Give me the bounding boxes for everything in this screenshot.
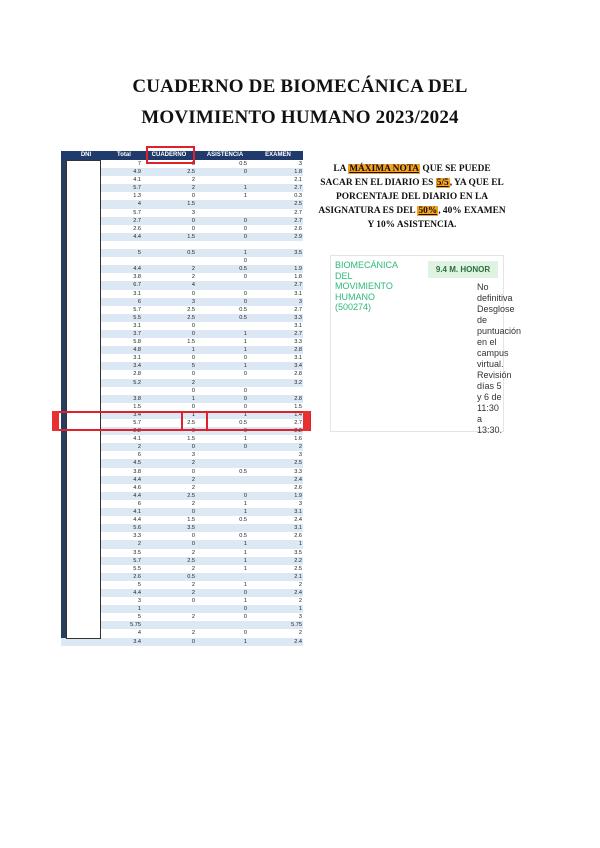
table-cell: 1 bbox=[243, 541, 247, 548]
table-cell: 2.5 bbox=[187, 420, 195, 426]
table-cell: 2 bbox=[137, 541, 141, 548]
table-cell: 0 bbox=[243, 630, 247, 637]
grade-badge: 9.4 M. HONOR bbox=[428, 261, 498, 278]
table-cell: 1.4 bbox=[294, 411, 302, 418]
table-cell: 0 bbox=[243, 589, 247, 596]
table-cell: 0 bbox=[191, 403, 195, 410]
table-cell: 2 bbox=[191, 379, 195, 386]
table-cell: 0.5 bbox=[239, 533, 247, 540]
table-cell: 2 bbox=[298, 630, 302, 637]
table-cell: 0.5 bbox=[239, 266, 247, 273]
table-cell: 2 bbox=[191, 460, 195, 467]
table-cell: 5 bbox=[137, 250, 141, 257]
table-cell: 3.1 bbox=[294, 322, 302, 329]
table-cell: 3.4 bbox=[294, 363, 302, 370]
table-cell: 3.3 bbox=[294, 339, 302, 346]
table-cell: 3.5 bbox=[294, 549, 302, 556]
table-cell: 1 bbox=[243, 436, 247, 443]
table-cell: 0 bbox=[191, 355, 195, 362]
table-cell: 0 bbox=[243, 387, 247, 394]
table-cell: 6.7 bbox=[133, 282, 141, 289]
table-cell: 3 bbox=[191, 298, 195, 305]
table-cell: 2.7 bbox=[294, 185, 302, 192]
table-cell: 3.1 bbox=[133, 322, 141, 329]
table-cell: 3.3 bbox=[133, 533, 141, 540]
table-cell: 4.4 bbox=[133, 492, 141, 499]
table-cell: 1 bbox=[298, 606, 302, 613]
table-cell: 0.5 bbox=[239, 517, 247, 524]
table-cell: 2 bbox=[191, 589, 195, 596]
table-cell: 4 bbox=[191, 282, 195, 289]
cuaderno-header-highlight bbox=[146, 146, 195, 164]
table-cell: 4 bbox=[137, 201, 141, 208]
document-title-line1: CUADERNO DE BIOMECÁNICA DEL bbox=[132, 76, 468, 97]
table-cell: 2.2 bbox=[294, 557, 302, 564]
table-cell: 0 bbox=[191, 468, 195, 475]
table-cell: 4.1 bbox=[133, 509, 141, 516]
table-cell: 2 bbox=[298, 444, 302, 451]
table-cell: 5.7 bbox=[133, 306, 141, 313]
table-cell: 2.9 bbox=[294, 233, 302, 240]
table-cell: 5.2 bbox=[133, 379, 141, 386]
table-cell: 1.6 bbox=[294, 436, 302, 443]
table-cell: 2.4 bbox=[294, 517, 302, 524]
table-cell: 2 bbox=[191, 500, 195, 507]
note-text-2: QUE SE PUEDE SACAR EN EL DIARIO ES bbox=[320, 164, 491, 188]
table-cell: 0 bbox=[191, 444, 195, 451]
table-cell: 1 bbox=[243, 565, 247, 572]
table-cell: 0 bbox=[243, 233, 247, 240]
table-cell: 2.8 bbox=[294, 395, 302, 402]
table-cell: 6 bbox=[137, 298, 141, 305]
table-cell: 1.5 bbox=[133, 403, 141, 410]
table-cell: 0 bbox=[243, 428, 247, 435]
table-cell: 4.8 bbox=[133, 347, 141, 354]
table-cell: 0 bbox=[191, 387, 195, 394]
table-cell: 5.7 bbox=[133, 209, 141, 216]
table-cell: 4.1 bbox=[133, 436, 141, 443]
table-cell: 5.8 bbox=[133, 339, 141, 346]
table-cell: 1 bbox=[243, 250, 247, 257]
table-cell: 2.4 bbox=[294, 589, 302, 596]
table-cell: 0 bbox=[243, 274, 247, 281]
table-cell: 2.5 bbox=[294, 201, 302, 208]
table-cell: 1.8 bbox=[294, 274, 302, 281]
table-cell: 2 bbox=[191, 484, 195, 491]
table-cell: 0 bbox=[191, 217, 195, 224]
table-cell: 0 bbox=[243, 492, 247, 499]
table-cell: 2 bbox=[191, 274, 195, 281]
table-cell: 0 bbox=[243, 395, 247, 402]
table-cell: 1 bbox=[243, 557, 247, 564]
table-cell: 5 bbox=[191, 363, 195, 370]
table-cell: 0 bbox=[243, 444, 247, 451]
table-cell: 2.2 bbox=[133, 428, 141, 435]
table-cell: 3.2 bbox=[294, 379, 302, 386]
table-cell: 7 bbox=[137, 161, 141, 167]
table-cell: 5.75 bbox=[291, 622, 302, 629]
table-cell: 4.5 bbox=[133, 460, 141, 467]
table-cell: 5.75 bbox=[130, 622, 141, 629]
table-cell: 2 bbox=[191, 266, 195, 273]
table-cell: 0 bbox=[191, 322, 195, 329]
table-cell: 4.4 bbox=[133, 476, 141, 483]
header-total: Total bbox=[117, 152, 131, 158]
table-cell: 0 bbox=[191, 330, 195, 337]
table-cell: 3.4 bbox=[133, 363, 141, 370]
table-cell: 2.4 bbox=[294, 476, 302, 483]
table-cell: 0 bbox=[243, 355, 247, 362]
table-cell: 3.4 bbox=[133, 411, 141, 418]
grade-description: No definitiva Desglose de puntuación en el campus virtual. Revisión días 5 y 6 de 11:30 a 13:30. bbox=[477, 282, 522, 435]
table-cell: 0.5 bbox=[239, 314, 247, 321]
table-cell: 3 bbox=[298, 614, 302, 621]
note-five-highlight: 5/5 bbox=[436, 178, 449, 188]
table-cell: 0 bbox=[191, 509, 195, 516]
table-cell: 2.8 bbox=[294, 347, 302, 354]
table-cell: 2.7 bbox=[294, 209, 302, 216]
table-cell: 1 bbox=[191, 411, 195, 418]
table-cell: 2.6 bbox=[294, 225, 302, 232]
table-cell: 0 bbox=[191, 225, 195, 232]
table-cell: 1 bbox=[191, 395, 195, 402]
table-cell: 4.4 bbox=[133, 517, 141, 524]
table-cell: 3.3 bbox=[294, 468, 302, 475]
table-cell: 2 bbox=[191, 614, 195, 621]
table-cell: 0.5 bbox=[239, 420, 247, 426]
table-cell: 0 bbox=[243, 217, 247, 224]
table-cell: 2.7 bbox=[294, 330, 302, 337]
table-cell: 2 bbox=[191, 549, 195, 556]
table-cell: 2 bbox=[191, 476, 195, 483]
table-cell: 5 bbox=[191, 161, 195, 167]
table-cell: 2.7 bbox=[294, 282, 302, 289]
table-cell: 1 bbox=[243, 185, 247, 192]
table-cell: 5.7 bbox=[133, 185, 141, 192]
table-cell: 6 bbox=[137, 500, 141, 507]
table-cell: 3.4 bbox=[133, 638, 141, 645]
table-cell: 1 bbox=[243, 330, 247, 337]
table-cell: 3 bbox=[298, 500, 302, 507]
table-cell: 5.5 bbox=[133, 314, 141, 321]
table-cell: 1 bbox=[243, 193, 247, 200]
table-cell: 4 bbox=[137, 630, 141, 637]
note-text-3: , YA QUE EL PORCENTAJE DEL DIARIO EN LA ASIGNATURA ES DEL bbox=[318, 178, 504, 216]
header-examen: EXAMEN bbox=[265, 152, 291, 158]
table-cell: 0.5 bbox=[239, 306, 247, 313]
table-cell: 3 bbox=[298, 452, 302, 459]
table-cell: 2.5 bbox=[187, 314, 195, 321]
table-cell: 1 bbox=[243, 363, 247, 370]
table-cell: 0 bbox=[191, 598, 195, 605]
table-cell: 2.5 bbox=[187, 306, 195, 313]
table-cell: 0 bbox=[243, 614, 247, 621]
table-cell: 1 bbox=[243, 509, 247, 516]
table-cell: 2 bbox=[137, 444, 141, 451]
table-cell: 4.6 bbox=[133, 484, 141, 491]
table-cell: 2 bbox=[191, 630, 195, 637]
table-cell: 1 bbox=[243, 500, 247, 507]
table-cell: 0 bbox=[243, 606, 247, 613]
table-cell: 3.1 bbox=[294, 525, 302, 532]
table-cell: 2.7 bbox=[294, 306, 302, 313]
cuaderno-cell-highlight bbox=[181, 411, 208, 431]
table-cell: 3 bbox=[137, 598, 141, 605]
left-red-marker bbox=[52, 411, 59, 431]
table-cell: 0 bbox=[243, 290, 247, 297]
table-cell: 0 bbox=[191, 428, 195, 435]
table-cell: 3.1 bbox=[294, 290, 302, 297]
table-cell: 5 bbox=[137, 614, 141, 621]
table-cell: 4.1 bbox=[133, 177, 141, 184]
table-cell: 2 bbox=[191, 185, 195, 192]
table-cell: 1 bbox=[243, 598, 247, 605]
table-cell: 1 bbox=[243, 411, 247, 418]
table-cell: 0.3 bbox=[294, 193, 302, 200]
table-cell: 2.8 bbox=[294, 371, 302, 378]
table-cell: 2.7 bbox=[294, 420, 302, 426]
table-cell: 3.5 bbox=[187, 525, 195, 532]
note-text-1: LA bbox=[333, 164, 349, 174]
table-cell: 2 bbox=[191, 565, 195, 572]
header-dni: DNI bbox=[80, 152, 92, 158]
table-cell: 3 bbox=[191, 452, 195, 459]
table-cell: 0 bbox=[243, 403, 247, 410]
table-cell: 2.7 bbox=[294, 217, 302, 224]
table-cell: 2.8 bbox=[133, 371, 141, 378]
table-cell: 1 bbox=[243, 549, 247, 556]
table-cell: 4.4 bbox=[133, 589, 141, 596]
table-cell: 1.5 bbox=[187, 201, 195, 208]
table-cell: 1 bbox=[243, 347, 247, 354]
table-cell: 5 bbox=[137, 581, 141, 588]
table-cell: 1 bbox=[243, 581, 247, 588]
dni-column-blank bbox=[66, 160, 101, 639]
note-text-4: , 40% EXAMEN Y 10% ASISTENCIA. bbox=[367, 206, 506, 230]
table-cell: 3.3 bbox=[294, 314, 302, 321]
table-cell: 1.5 bbox=[187, 517, 195, 524]
table-cell: 1.3 bbox=[133, 193, 141, 200]
table-cell: 2.2 bbox=[294, 428, 302, 435]
table-cell: 0 bbox=[243, 258, 247, 265]
table-cell: 2 bbox=[298, 581, 302, 588]
table-cell: 4.4 bbox=[133, 266, 141, 273]
table-cell: 0 bbox=[243, 371, 247, 378]
table-cell: 2.6 bbox=[294, 533, 302, 540]
table-cell: 5.6 bbox=[133, 525, 141, 532]
table-cell: 3.7 bbox=[133, 330, 141, 337]
table-cell: 1.9 bbox=[294, 492, 302, 499]
table-cell: 1.5 bbox=[187, 233, 195, 240]
table-cell: 5.7 bbox=[133, 420, 141, 426]
table-cell: 3.8 bbox=[133, 395, 141, 402]
header-cuaderno: CUADERNO bbox=[151, 152, 187, 158]
table-cell: 1.9 bbox=[294, 266, 302, 273]
table-cell: 2.1 bbox=[294, 177, 302, 184]
table-cell: 2.7 bbox=[133, 217, 141, 224]
course-name[interactable]: BIOMECÁNICA DEL MOVIMIENTO HUMANO (500274) bbox=[335, 260, 398, 312]
table-cell: 3 bbox=[191, 209, 195, 216]
table-cell: 0 bbox=[191, 638, 195, 645]
table-cell: 0.5 bbox=[187, 573, 195, 580]
table-cell: 3.5 bbox=[133, 549, 141, 556]
table-cell: 0.5 bbox=[239, 468, 247, 475]
note-fifty-highlight: 50% bbox=[418, 206, 438, 216]
note-max-highlight: MÁXIMA NOTA bbox=[349, 164, 420, 174]
table-cell: 1.5 bbox=[187, 436, 195, 443]
table-cell: 2.4 bbox=[294, 638, 302, 645]
right-red-marker bbox=[303, 411, 310, 431]
table-cell: 2.5 bbox=[187, 169, 195, 176]
table-cell: 1.8 bbox=[294, 169, 302, 176]
table-cell: 1.5 bbox=[187, 339, 195, 346]
table-cell: 1 bbox=[298, 541, 302, 548]
table-cell: 2.6 bbox=[133, 573, 141, 580]
grading-note bbox=[318, 162, 506, 232]
table-cell: 1 bbox=[243, 638, 247, 645]
table-cell: 3.1 bbox=[133, 355, 141, 362]
table-cell: 0.5 bbox=[239, 161, 247, 167]
table-cell: 1 bbox=[191, 347, 195, 354]
table-cell: 2 bbox=[298, 598, 302, 605]
table-cell: 1.5 bbox=[294, 403, 302, 410]
table-cell: 3.5 bbox=[294, 250, 302, 257]
table-cell: 3 bbox=[298, 298, 302, 305]
table-cell: 2.5 bbox=[294, 460, 302, 467]
table-cell: 2 bbox=[191, 177, 195, 184]
table-cell: 2.6 bbox=[133, 225, 141, 232]
table-cell: 0.5 bbox=[187, 250, 195, 257]
table-cell: 0 bbox=[243, 169, 247, 176]
table-cell: 5.7 bbox=[133, 557, 141, 564]
table-cell: 2 bbox=[191, 581, 195, 588]
table-cell: 2.5 bbox=[294, 565, 302, 572]
table-cell: 3 bbox=[298, 161, 302, 167]
table-cell: 3.1 bbox=[294, 355, 302, 362]
table-cell: 4.4 bbox=[133, 233, 141, 240]
document-title-line2: MOVIMIENTO HUMANO 2023/2024 bbox=[141, 107, 459, 128]
table-cell: 0 bbox=[191, 541, 195, 548]
table-cell: 0 bbox=[243, 298, 247, 305]
table-cell: 0 bbox=[191, 193, 195, 200]
table-cell: 3.1 bbox=[133, 290, 141, 297]
table-cell: 0 bbox=[243, 225, 247, 232]
table-cell: 3.8 bbox=[133, 468, 141, 475]
table-cell: 3.1 bbox=[294, 509, 302, 516]
table-cell: 1 bbox=[137, 606, 141, 613]
table-cell: 1 bbox=[243, 339, 247, 346]
grade-card bbox=[330, 255, 522, 435]
table-cell: 0 bbox=[191, 533, 195, 540]
table-cell: 0 bbox=[191, 290, 195, 297]
table-cell: 0 bbox=[191, 371, 195, 378]
table-cell: 3.8 bbox=[133, 274, 141, 281]
table-cell: 5.5 bbox=[133, 565, 141, 572]
header-asistencia: ASISTENCIA bbox=[206, 152, 244, 158]
table-cell: 2.5 bbox=[187, 557, 195, 564]
table-cell: 6 bbox=[137, 452, 141, 459]
table-cell: 4.9 bbox=[133, 169, 141, 176]
table-cell: 2.6 bbox=[294, 484, 302, 491]
table-cell: 2.1 bbox=[294, 573, 302, 580]
table-cell: 2.5 bbox=[187, 492, 195, 499]
